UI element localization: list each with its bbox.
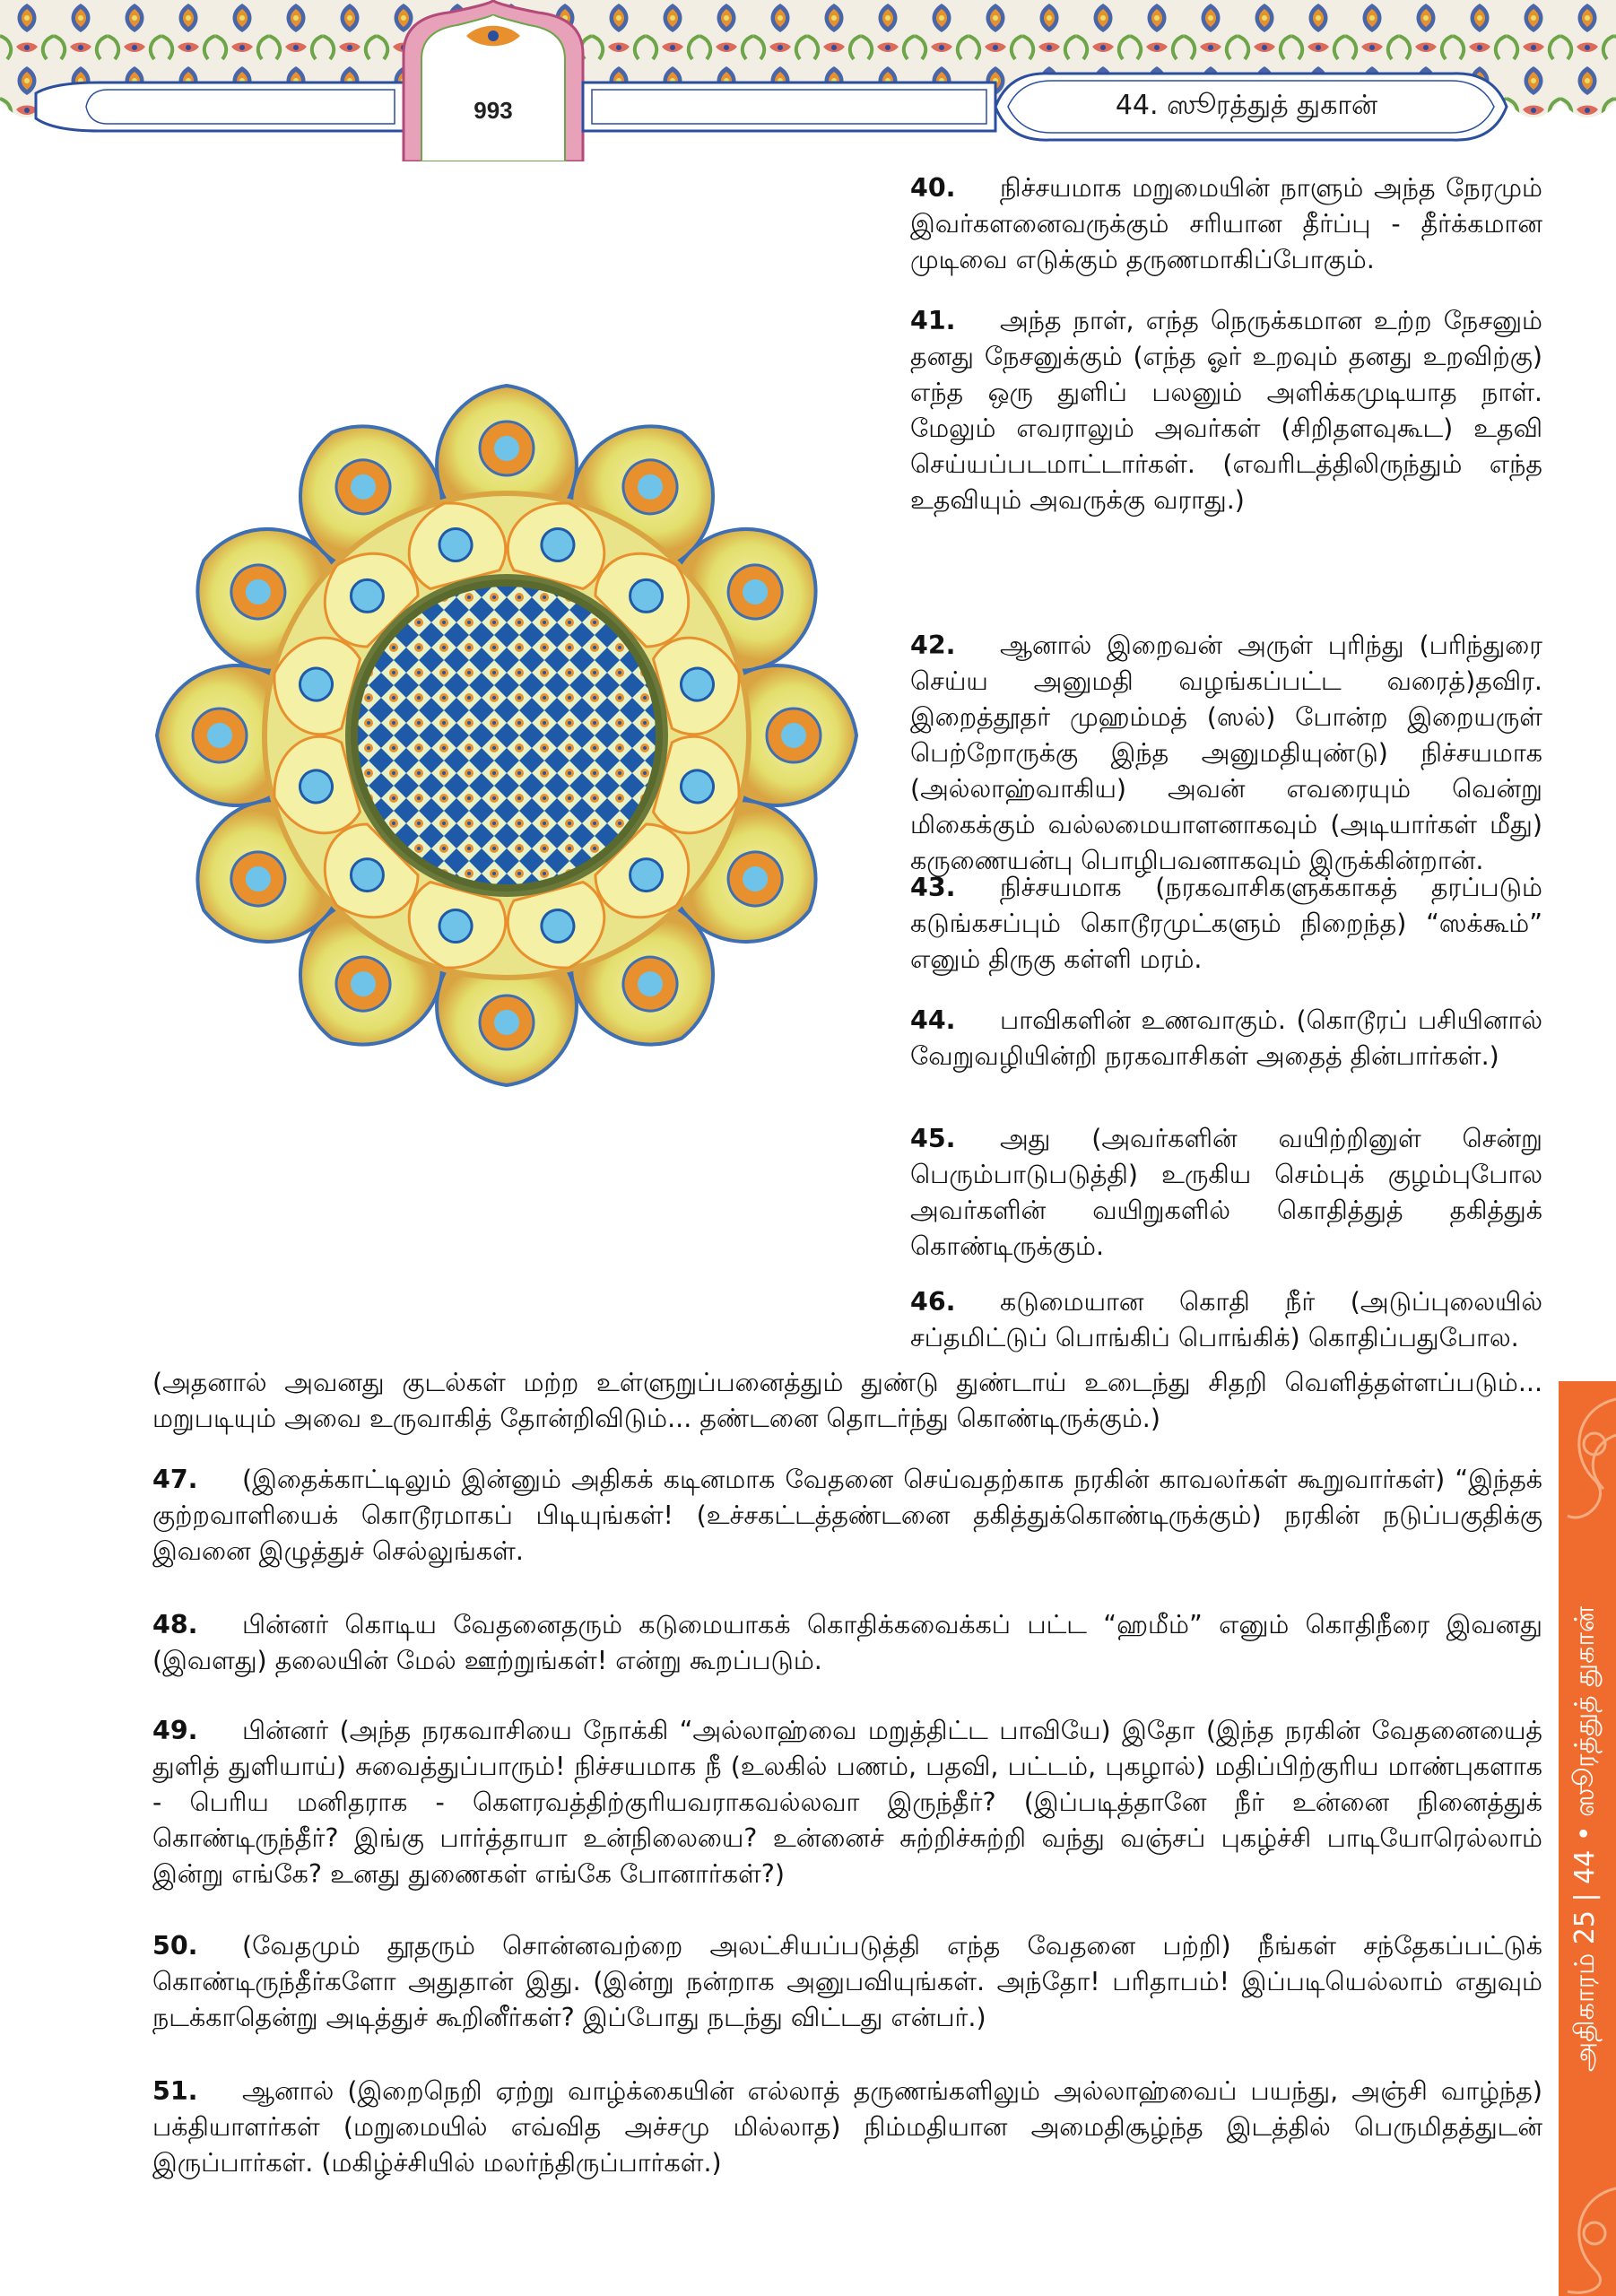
verse-text: பாவிகளின் உணவாகும். (கொடூரப் பசியினால் வேறுவழியின்றி நரகவாசிகள் அதைத் தின்பார்கள்.): [910, 1005, 1542, 1071]
verse-number: 41.: [910, 306, 956, 335]
side-tab-label: அதிகாரம் 25 | 44 • ஸூரத்துத் துகான்: [1569, 1605, 1602, 2072]
verse-number: 46.: [910, 1287, 956, 1317]
verse-text: (வேதமும் தூதரும் சொன்னவற்றை அலட்சியப்படுத்தி எந்த வேதனை பற்றி) நீங்கள் சந்தேகப்பட்டுக் கொண்டிருந்தீர்களோ அதுதான் இது. (இன்று நன்றாக அனுபவியுங்கள். அந்தோ! பரிதாபம்! இப்படியெல்லாம் எதுவும் நடக்காதென்று அடித்துச் கூறினீர்கள்? இப்போது நடந்து விட்டது என்பர்.): [152, 1931, 1542, 2032]
verse-number: 45.: [910, 1124, 956, 1153]
verse-text: நிச்சயமாக (நரகவாசிகளுக்காகத் தரப்படும் கடுங்கசப்பும் கொடூரமுட்களும் நிறைந்த) “ஸக்கூம்” எனும் திருகு கள்ளி மரம்.: [910, 873, 1542, 974]
verse-number: 50.: [152, 1931, 198, 1961]
verse-number: 44.: [910, 1005, 956, 1035]
verse-text: நிச்சயமாக மறுமையின் நாளும் அந்த நேரமும் இவர்களனைவருக்கும் சரியான தீர்ப்பு - தீர்க்கமான முடிவை எடுக்கும் தருணமாகிப்போகும்.: [910, 173, 1542, 274]
verse-48: [152, 1607, 1542, 1679]
verse-number: 42.: [910, 631, 956, 660]
verse-text: கடுமையான கொதி நீர் (அடுப்புலையில் சப்தமிட்டுப் பொங்கிப் பொங்கிக்) கொதிப்பதுபோல.: [910, 1287, 1542, 1352]
verse-text: பின்னர் (அந்த நரகவாசியை நோக்கி “அல்லாஹ்வை மறுத்திட்ட பாவியே) இதோ (இந்த நரகின் வேதனையைத் துளித் துளியாய்) சுவைத்துப்பாரும்! நிச்சயமாக நீ (உலகில் பணம், பதவி, பட்டம், புகழால்) மதிப்பிற்குரிய மாண்புகளாக - பெரிய மனிதராக - கௌரவத்திற்குரியவராகவல்லவா இருந்தீர்? (இப்படித்தானே நீர் உன்னை நினைத்துக் கொண்டிருந்தீர்? இங்கு பார்த்தாயா உன்நிலையை? உன்னைச் சுற்றிச்சுற்றி வந்து வஞ்சப் புகழ்ச்சி பாடியோரெல்லாம் இன்று எங்கே? உனது துணைகள் எங்கே போனார்கள்?): [152, 1716, 1542, 1889]
verse-text: அது (அவர்களின் வயிற்றினுள் சென்று பெரும்பாடுபடுத்தி) உருகிய செம்புக் குழம்புபோல அவர்களின் வயிறுகளில் கொதித்துத் தகித்துக் கொண்டிருக்கும்.: [910, 1124, 1542, 1261]
verse-number: 51.: [152, 2076, 198, 2106]
verse-number: 40.: [910, 173, 956, 203]
page-number: 993: [474, 97, 513, 124]
verse-text: (அதனால் அவனது குடல்கள் மற்ற உள்ளுறுப்பனைத்தும் துண்டு துண்டாய் உடைந்து சிதறி வெளித்தள்ளப்படும்... மறுபடியும் அவை உருவாகித் தோன்றிவிடும்... தண்டனை தொடர்ந்து கொண்டிருக்கும்.): [152, 1368, 1542, 1433]
verse-47: [152, 1462, 1542, 1570]
verse-number: 48.: [152, 1610, 198, 1639]
mandala-ornament: [152, 381, 861, 1090]
verse-49: [152, 1713, 1542, 1892]
verse-42: [910, 628, 1542, 879]
verse-46: [910, 1284, 1542, 1356]
side-tab-label-wrapper: [1559, 1381, 1616, 2296]
verse-number: 49.: [152, 1716, 198, 1745]
verse-41: [910, 303, 1542, 518]
verse-number: 47.: [152, 1465, 198, 1494]
verse-51: [152, 2074, 1542, 2181]
verse-40: [910, 170, 1542, 278]
verse-text: ஆனால் (இறைநெறி ஏற்று வாழ்க்கையின் எல்லாத் தருணங்களிலும் அல்லாஹ்வைப் பயந்து, அஞ்சி வாழ்ந்த) பக்தியாளர்கள் (மறுமையில் எவ்வித அச்சமு மில்லாத) நிம்மதியான அமைதிசூழ்ந்த இடத்தில் பெருமிதத்துடன் இருப்பார்கள். (மகிழ்ச்சியில் மலர்ந்திருப்பார்கள்.): [152, 2076, 1542, 2178]
verse-number: 43.: [910, 873, 956, 902]
verse-text: ஆனால் இறைவன் அருள் புரிந்து (பரிந்துரை செய்ய அனுமதி வழங்கப்பட்ட வரைத்)தவிர. இறைத்தூதர் முஹம்மத் (ஸல்) போன்ற இறையருள் பெற்றோருக்கு இந்த அனுமதியுண்டு) நிச்சயமாக (அல்லாஹ்வாகிய) அவன் எவரையும் வென்று மிகைக்கும் வல்லமையாளனாகவும் (அடியார்கள் மீது) கருணையன்பு பொழிபவனாகவும் இருக்கின்றான்.: [910, 631, 1542, 875]
verse-50: [152, 1928, 1542, 2036]
verse-text: அந்த நாள், எந்த நெருக்கமான உற்ற நேசனும் தனது நேசனுக்கும் (எந்த ஓர் உறவும் தனது உறவிற்கு) எந்த ஒரு துளிப் பலனும் அளிக்கமுடியாத நாள். மேலும் எவராலும் அவர்கள் (சிறிதளவுகூட) உதவி செய்யப்படமாட்டார்கள். (எவரிடத்திலிருந்தும் எந்த உதவியும் அவருக்கு வராது.): [910, 306, 1542, 515]
verse-text: பின்னர் கொடிய வேதனைதரும் கடுமையாகக் கொதிக்கவைக்கப் பட்ட “ஹமீம்” எனும் கொதிநீரை இவனது (இவளது) தலையின் மேல் ஊற்றுங்கள்! என்று கூறப்படும்.: [152, 1610, 1542, 1675]
page-header: [0, 0, 1616, 161]
verse-44: [910, 1003, 1542, 1074]
verse-text: (இதைக்காட்டிலும் இன்னும் அதிகக் கடினமாக வேதனை செய்வதற்காக நரகின் காவலர்கள் கூறுவார்கள்) “இந்தக் குற்றவாளியைக் கொடூரமாகப் பிடியுங்கள்! (உச்சகட்டத்தண்டனை தகித்துக்கொண்டிருக்கும்) நரகின் நடுப்பகுதிக்கு இவனை இழுத்துச் செல்லுங்கள்.: [152, 1465, 1542, 1566]
verse-45: [910, 1121, 1542, 1265]
verse-46-continued: [152, 1365, 1542, 1437]
chapter-title: 44. ஸூரத்துத் துகான்: [1115, 90, 1378, 121]
verse-43: [910, 870, 1542, 978]
